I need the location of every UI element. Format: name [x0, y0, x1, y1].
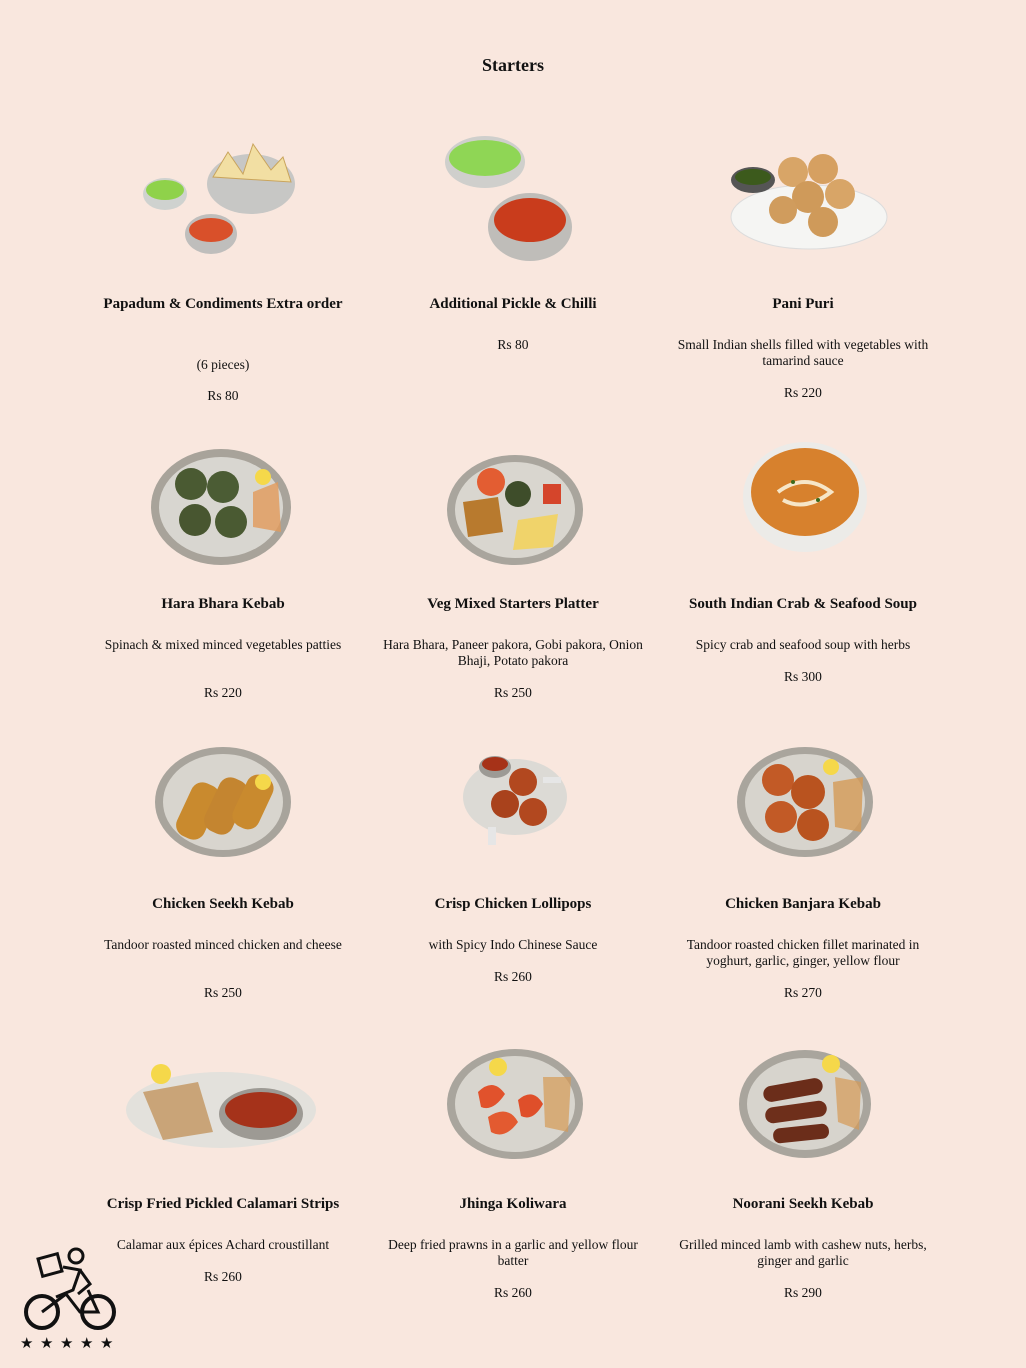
menu-item-price: Rs 80 — [497, 337, 529, 352]
section-title: Starters — [482, 55, 544, 75]
calamari-strips-image — [103, 1022, 343, 1172]
svg-text:★: ★ — [20, 1334, 34, 1352]
papadum-condiments-image — [103, 122, 343, 272]
menu-item-price: Rs 260 — [494, 969, 532, 984]
menu-item-card[interactable] — [368, 112, 658, 412]
menu-item-name: Chicken Seekh Kebab — [152, 896, 294, 912]
menu-grid — [78, 112, 948, 1312]
menu-item-card[interactable] — [368, 712, 658, 1012]
veg-platter-image — [393, 422, 633, 572]
menu-item-price: Rs 270 — [784, 985, 822, 1000]
delivery-cyclist-icon — [18, 1242, 124, 1352]
svg-text:★: ★ — [40, 1334, 54, 1352]
menu-item-description: Spicy crab and seafood soup with herbs — [695, 637, 911, 652]
menu-item-name: Hara Bhara Kebab — [161, 596, 285, 612]
menu-item-price: Rs 260 — [494, 1285, 532, 1300]
menu-item-price: Rs 300 — [784, 669, 822, 684]
menu-item-description: Hara Bhara, Paneer pakora, Gobi pakora, Onion Bhaji, Potato pakora — [383, 637, 643, 668]
menu-item-price: Rs 290 — [784, 1285, 822, 1300]
menu-item-name: Additional Pickle & Chilli — [429, 296, 597, 312]
menu-item-card[interactable] — [658, 112, 948, 412]
menu-item-name: Papadum & Condiments Extra order — [103, 296, 343, 312]
menu-item-description: Deep fried prawns in a garlic and yellow flour batter — [388, 1237, 638, 1268]
menu-item-card[interactable] — [368, 1012, 658, 1312]
menu-item-description: Calamar aux épices Achard croustillant — [116, 1237, 330, 1252]
menu-item-price: Rs 220 — [784, 385, 822, 400]
menu-item-card[interactable] — [658, 1012, 948, 1312]
menu-item-description: Small Indian shells filled with vegetables with tamarind sauce — [677, 337, 929, 368]
menu-item-description: Tandoor roasted chicken fillet marinated in yoghurt, garlic, ginger, yellow flour — [686, 937, 920, 968]
menu-item-name: Noorani Seekh Kebab — [732, 1196, 874, 1212]
menu-item-description: Spinach & mixed minced vegetables patties — [104, 637, 342, 652]
menu-item-description: Grilled minced lamb with cashew nuts, herbs, ginger and garlic — [679, 1237, 927, 1268]
chicken-lollipops-image — [393, 722, 633, 872]
menu-item-price: Rs 250 — [494, 685, 532, 700]
menu-item-name: Crisp Fried Pickled Calamari Strips — [106, 1196, 340, 1212]
menu-item-name: Pani Puri — [772, 296, 834, 312]
chicken-seekh-kebab-image — [103, 722, 343, 872]
menu-item-card[interactable] — [78, 412, 368, 712]
menu-item-name: Chicken Banjara Kebab — [725, 896, 881, 912]
menu-item-card[interactable] — [658, 412, 948, 712]
menu-item-description: with Spicy Indo Chinese Sauce — [428, 937, 598, 952]
menu-item-card[interactable] — [368, 412, 658, 712]
menu-item-description: Tandoor roasted minced chicken and cheese — [104, 937, 342, 952]
seafood-soup-image — [683, 422, 923, 572]
menu-item-name: South Indian Crab & Seafood Soup — [689, 596, 917, 612]
noorani-seekh-kebab-image — [683, 1022, 923, 1172]
menu-item-name: Veg Mixed Starters Platter — [427, 596, 599, 612]
menu-item-description: (6 pieces) — [196, 357, 250, 372]
menu-item-price: Rs 80 — [207, 388, 239, 403]
hara-bhara-kebab-image — [103, 422, 343, 572]
menu-item-price: Rs 220 — [204, 685, 242, 700]
menu-item-card[interactable] — [78, 712, 368, 1012]
svg-text:★: ★ — [100, 1334, 114, 1352]
menu-item-price: Rs 250 — [204, 985, 242, 1000]
menu-item-card[interactable] — [78, 112, 368, 412]
svg-text:★: ★ — [80, 1334, 94, 1352]
pickle-chilli-image — [393, 122, 633, 272]
chicken-banjara-kebab-image — [683, 722, 923, 872]
pani-puri-image — [683, 122, 923, 272]
menu-item-price: Rs 260 — [204, 1269, 242, 1284]
menu-item-name: Jhinga Koliwara — [459, 1196, 567, 1212]
svg-text:★: ★ — [60, 1334, 74, 1352]
menu-item-name: Crisp Chicken Lollipops — [434, 896, 592, 912]
menu-item-card[interactable] — [658, 712, 948, 1012]
jhinga-koliwara-image — [393, 1022, 633, 1172]
